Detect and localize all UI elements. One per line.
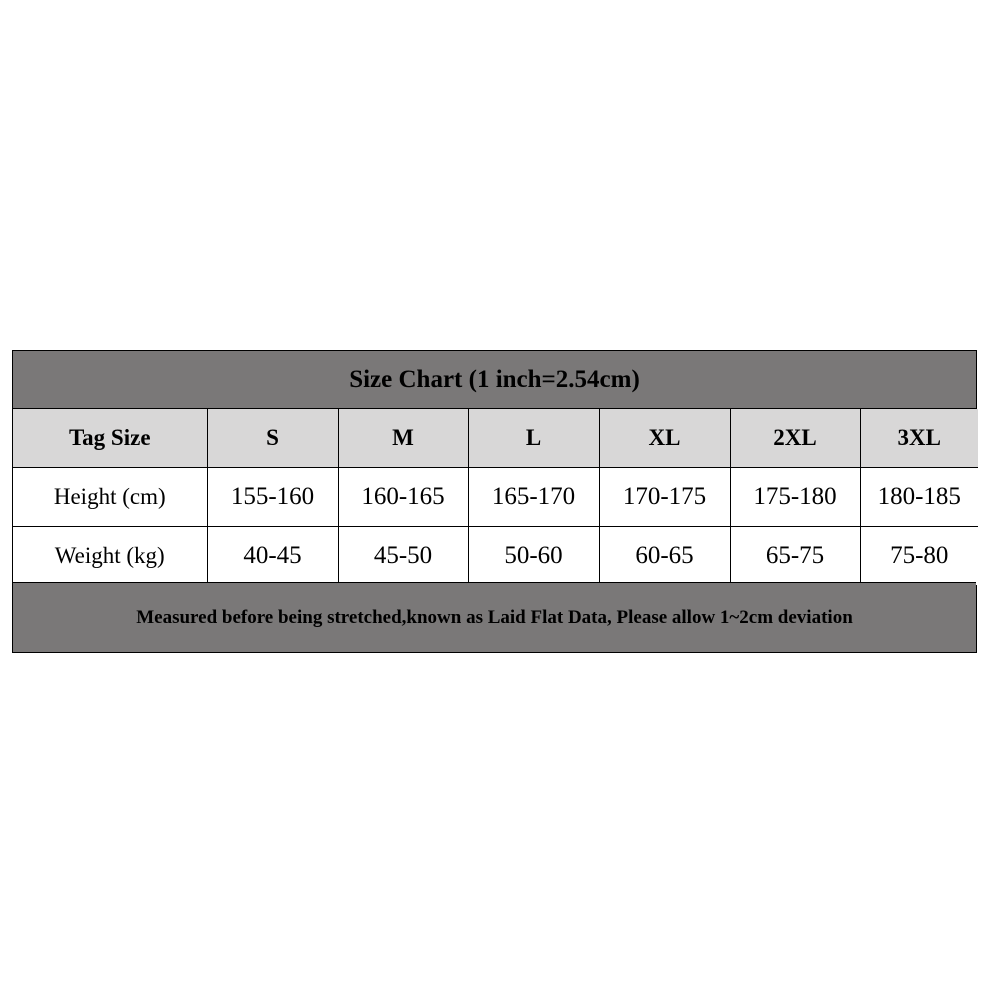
table-cell: 60-65 — [599, 527, 730, 586]
table-row-weight — [13, 527, 978, 586]
table-header-row — [13, 409, 978, 468]
table-cell: 180-185 — [860, 468, 978, 527]
table-cell: 40-45 — [207, 527, 338, 586]
header-cell-size: 2XL — [730, 409, 860, 468]
size-table — [13, 409, 978, 585]
table-cell: 75-80 — [860, 527, 978, 586]
size-chart-title: Size Chart (1 inch=2.54cm) — [13, 351, 976, 409]
header-cell-size: 3XL — [860, 409, 978, 468]
table-row-height — [13, 468, 978, 527]
row-label-weight: Weight (kg) — [13, 527, 207, 586]
size-chart — [12, 350, 977, 653]
header-cell-tag-size: Tag Size — [13, 409, 207, 468]
table-cell: 50-60 — [468, 527, 599, 586]
header-cell-size: S — [207, 409, 338, 468]
header-cell-size: XL — [599, 409, 730, 468]
table-cell: 165-170 — [468, 468, 599, 527]
row-label-height: Height (cm) — [13, 468, 207, 527]
header-cell-size: M — [338, 409, 468, 468]
table-cell: 45-50 — [338, 527, 468, 586]
table-cell: 160-165 — [338, 468, 468, 527]
table-cell: 170-175 — [599, 468, 730, 527]
table-cell: 155-160 — [207, 468, 338, 527]
table-cell: 65-75 — [730, 527, 860, 586]
table-cell: 175-180 — [730, 468, 860, 527]
measurement-note: Measured before being stretched,known as Laid Flat Data, Please allow 1~2cm deviation — [13, 582, 976, 652]
header-cell-size: L — [468, 409, 599, 468]
